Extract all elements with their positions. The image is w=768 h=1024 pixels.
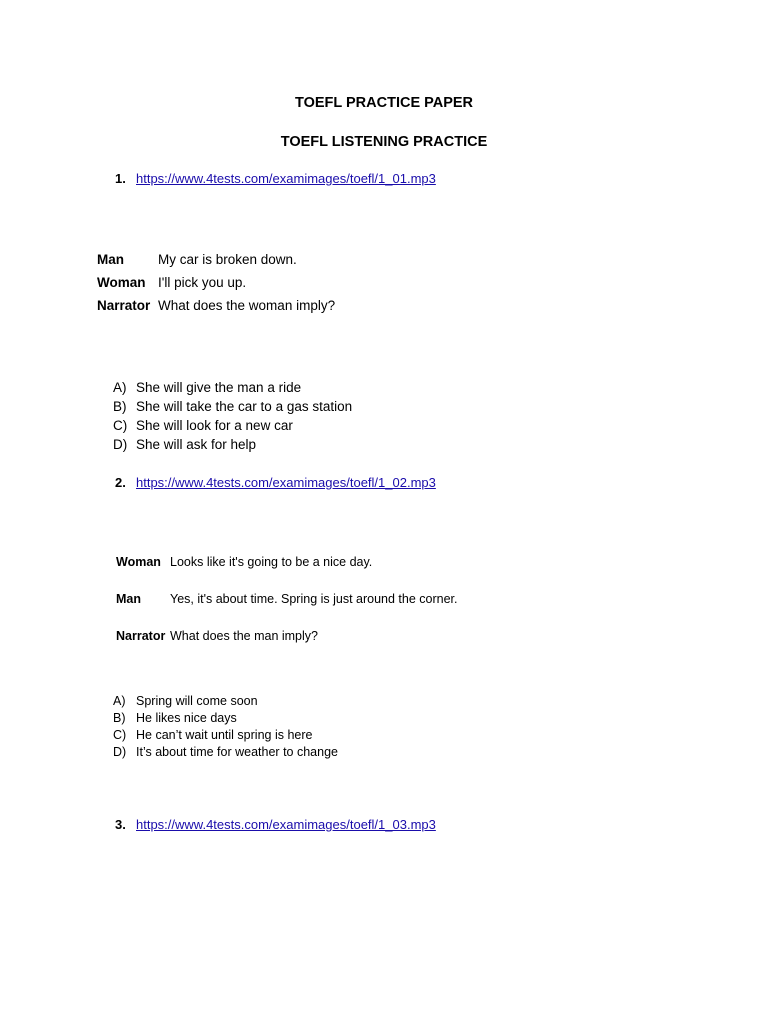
q1-option-c xyxy=(113,418,293,433)
option-text: It’s about time for weather to change xyxy=(136,745,338,759)
q1-speaker-woman: Woman xyxy=(97,275,146,290)
option-text: She will ask for help xyxy=(136,437,257,452)
option-text: She will take the car to a gas station xyxy=(136,399,353,414)
option-letter: D) xyxy=(113,745,127,759)
option-text: Spring will come soon xyxy=(136,694,258,708)
option-letter: D) xyxy=(113,437,128,452)
question-3-number: 3. xyxy=(115,817,126,832)
option-letter: C) xyxy=(113,728,127,742)
q1-line-man: My car is broken down. xyxy=(158,252,297,267)
section-title: TOEFL LISTENING PRACTICE xyxy=(280,134,488,150)
q2-line-narrator: What does the man imply? xyxy=(170,629,318,643)
q2-option-d xyxy=(113,745,338,759)
q2-speaker-man: Man xyxy=(116,592,141,606)
q2-option-c xyxy=(113,728,312,742)
q1-option-d xyxy=(113,437,256,452)
option-text: She will look for a new car xyxy=(136,418,293,433)
option-letter: A) xyxy=(113,694,126,708)
q2-option-b xyxy=(113,711,237,725)
q1-line-woman: I'll pick you up. xyxy=(158,275,247,290)
question-2-audio-link[interactable]: https://www.4tests.com/examimages/toefl/1_02.mp3 xyxy=(136,475,436,490)
question-1-audio-link[interactable]: https://www.4tests.com/examimages/toefl/1_01.mp3 xyxy=(136,171,436,186)
page-title: TOEFL PRACTICE PAPER xyxy=(294,95,474,111)
option-letter: B) xyxy=(113,399,127,414)
option-text: She will give the man a ride xyxy=(136,380,302,395)
option-letter: A) xyxy=(113,380,127,395)
option-text: He can’t wait until spring is here xyxy=(136,728,313,742)
q1-speaker-man: Man xyxy=(97,252,124,267)
q2-speaker-narrator: Narrator xyxy=(116,629,166,643)
q2-speaker-woman: Woman xyxy=(116,555,161,569)
q2-line-woman: Looks like it's going to be a nice day. xyxy=(170,555,373,569)
q1-option-a xyxy=(113,380,301,395)
question-1-number: 1. xyxy=(115,171,126,186)
question-3-audio-link[interactable]: https://www.4tests.com/examimages/toefl/1_03.mp3 xyxy=(136,817,436,832)
q2-line-man: Yes, it's about time. Spring is just around the corner. xyxy=(170,592,458,606)
q1-option-b xyxy=(113,399,352,414)
option-letter: B) xyxy=(113,711,126,725)
question-2-number: 2. xyxy=(115,475,126,490)
option-letter: C) xyxy=(113,418,128,433)
q2-option-a xyxy=(113,694,258,708)
q1-line-narrator: What does the woman imply? xyxy=(158,298,336,313)
q1-speaker-narrator: Narrator xyxy=(97,298,151,313)
option-text: He likes nice days xyxy=(136,711,237,725)
